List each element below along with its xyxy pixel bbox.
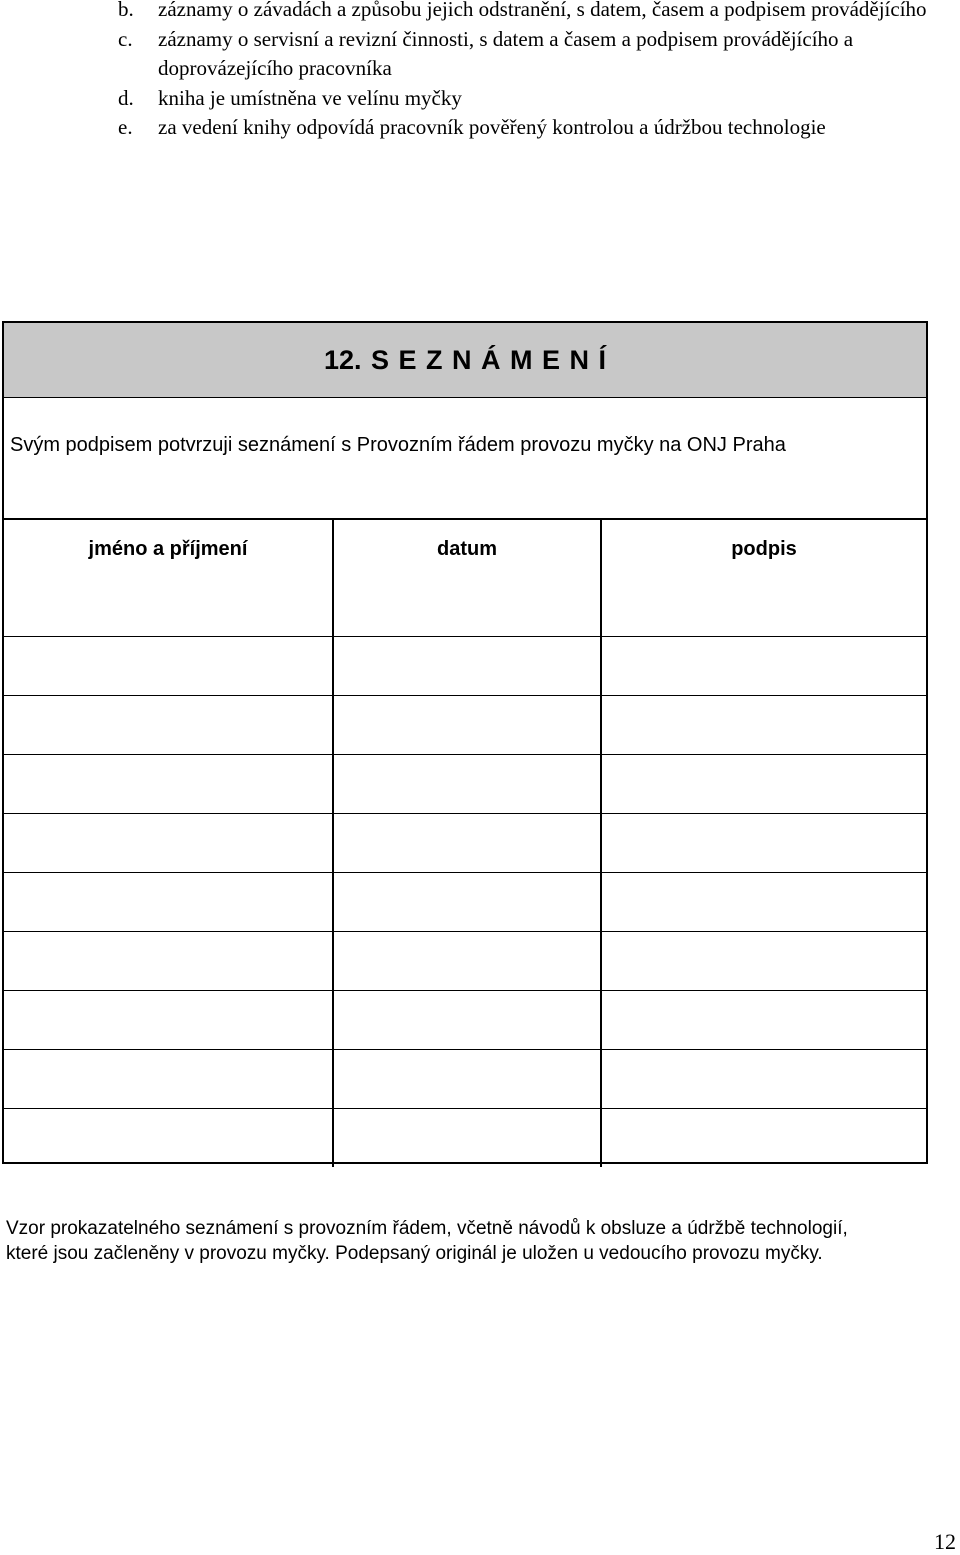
table-row — [4, 637, 926, 696]
list-item — [118, 0, 958, 25]
date-cell[interactable] — [333, 1050, 601, 1109]
footnote-line: Vzor prokazatelného seznámení s provozním řádem, včetně návodů k obsluze a údržbě technologií, — [6, 1218, 848, 1239]
table-row — [4, 696, 926, 755]
page-number: 12 — [934, 1529, 956, 1554]
list-marker: e. — [118, 115, 133, 139]
list-marker: d. — [118, 85, 134, 110]
signature-cell[interactable] — [601, 873, 926, 932]
list-marker: c. — [118, 26, 133, 51]
date-cell[interactable] — [333, 1109, 601, 1168]
signature-cell[interactable] — [601, 814, 926, 873]
form-title: 12. S E Z N Á M E N Í — [4, 323, 926, 397]
name-cell[interactable] — [4, 1109, 333, 1168]
form-statement: Svým podpisem potvrzuji seznámení s Provozním řádem provozu myčky na ONJ Praha — [4, 397, 926, 518]
table-row — [4, 755, 926, 814]
list-item-text: za vedení knihy odpovídá pracovník pověřený kontrolou a údržbou technologie — [158, 115, 826, 139]
signature-cell[interactable] — [601, 696, 926, 755]
footnote — [6, 1216, 960, 1266]
date-cell[interactable] — [333, 637, 601, 696]
signature-table — [4, 518, 926, 1167]
list-item — [118, 84, 958, 114]
table-row — [4, 991, 926, 1050]
acknowledgement-form — [2, 321, 928, 1164]
signature-cell[interactable] — [601, 932, 926, 991]
list-item — [118, 113, 958, 143]
name-cell[interactable] — [4, 991, 333, 1050]
table-row — [4, 873, 926, 932]
name-cell[interactable] — [4, 578, 333, 637]
list-marker: b. — [118, 0, 134, 21]
signature-cell[interactable] — [601, 578, 926, 637]
list-item-text: kniha je umístněna ve velínu myčky — [158, 85, 462, 110]
date-cell[interactable] — [333, 932, 601, 991]
table-row — [4, 932, 926, 991]
name-cell[interactable] — [4, 696, 333, 755]
name-cell[interactable] — [4, 637, 333, 696]
signature-cell[interactable] — [601, 755, 926, 814]
signature-cell[interactable] — [601, 991, 926, 1050]
list-item — [118, 25, 958, 84]
signature-cell[interactable] — [601, 1109, 926, 1168]
requirements-list — [118, 0, 958, 143]
table-row — [4, 814, 926, 873]
list-item-text: záznamy o závadách a způsobu jejich odstranění, s datem, časem a podpisem provádějícího — [158, 0, 927, 21]
signature-cell[interactable] — [601, 1050, 926, 1109]
date-cell[interactable] — [333, 755, 601, 814]
date-cell[interactable] — [333, 578, 601, 637]
list-item-text: záznamy o servisní a revizní činnosti, s datem a časem a podpisem provádějícího a doprovázejícího pracovníka — [158, 26, 854, 80]
date-cell[interactable] — [333, 991, 601, 1050]
name-cell[interactable] — [4, 932, 333, 991]
date-cell[interactable] — [333, 873, 601, 932]
footnote-line: které jsou začleněny v provozu myčky. Podepsaný originál je uložen u vedoucího provozu myčky. — [6, 1243, 823, 1264]
table-header-row — [4, 520, 926, 578]
column-header-name: jméno a příjmení — [88, 537, 248, 560]
column-header-signature: podpis — [601, 520, 926, 578]
signature-cell[interactable] — [601, 637, 926, 696]
column-header-date: datum — [333, 520, 601, 578]
table-row — [4, 1109, 926, 1168]
table-row — [4, 1050, 926, 1109]
name-cell[interactable] — [4, 755, 333, 814]
date-cell[interactable] — [333, 814, 601, 873]
date-cell[interactable] — [333, 696, 601, 755]
name-cell[interactable] — [4, 1050, 333, 1109]
name-cell[interactable] — [4, 814, 333, 873]
name-cell[interactable] — [4, 873, 333, 932]
table-row — [4, 578, 926, 637]
